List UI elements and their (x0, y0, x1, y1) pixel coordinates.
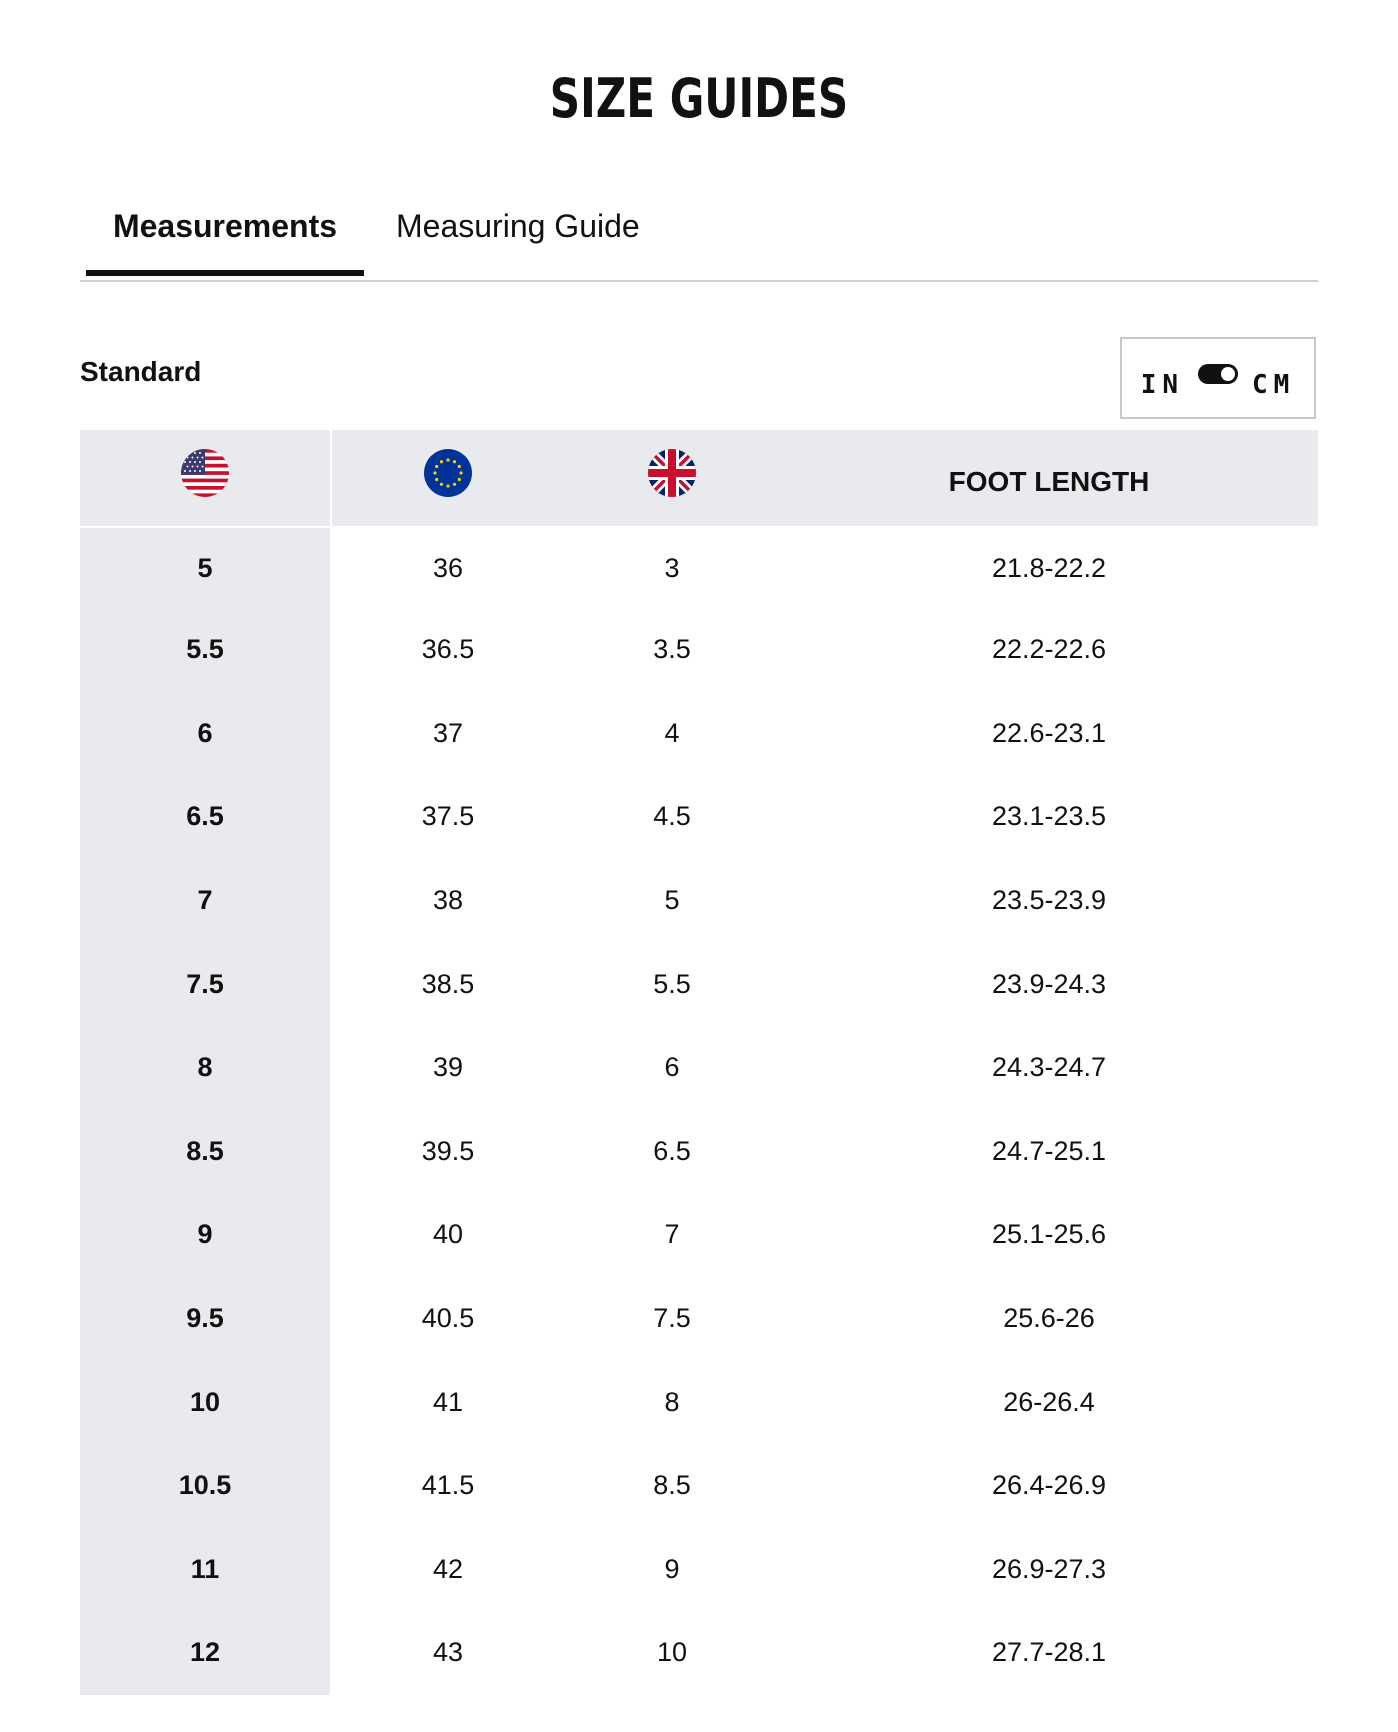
cell-uk: 3.5 (653, 634, 691, 665)
cell-us: 7.5 (80, 942, 332, 1026)
cell-us: 8 (80, 1026, 332, 1110)
cell-eu: 38 (432, 885, 464, 916)
cell-us: 7 (80, 859, 332, 943)
cell-eu: 36 (432, 552, 464, 583)
table-row (80, 528, 1318, 608)
cell-foot-length: 23.9-24.3 (991, 968, 1107, 999)
cell-foot-length: 26-26.4 (1003, 1386, 1095, 1417)
unit-label-in[interactable]: IN (1140, 370, 1184, 400)
cell-uk: 8 (664, 1386, 680, 1417)
section-label: Standard (80, 356, 202, 387)
switch-knob (1221, 367, 1235, 381)
cell-eu: 42 (432, 1553, 464, 1584)
cell-foot-length: 27.7-28.1 (991, 1637, 1107, 1668)
tab-bar (80, 196, 1318, 282)
cell-foot-length: 25.6-26 (1003, 1303, 1095, 1334)
table-row (80, 942, 1318, 1026)
cell-foot-length: 22.6-23.1 (991, 717, 1107, 748)
table-row (80, 859, 1318, 943)
cell-foot-length: 26.9-27.3 (991, 1553, 1107, 1584)
table-row (80, 1444, 1318, 1528)
cell-eu: 41 (432, 1386, 464, 1417)
unit-label-cm[interactable]: CM (1252, 370, 1296, 400)
cell-us: 11 (80, 1528, 332, 1612)
cell-uk: 6.5 (653, 1135, 691, 1166)
cell-eu: 39 (432, 1052, 464, 1083)
cell-us: 5.5 (80, 608, 332, 692)
header-uk (564, 430, 780, 526)
tab-measuring-guide[interactable]: Measuring Guide (396, 208, 640, 244)
cell-us: 12 (80, 1611, 332, 1695)
cell-eu: 37 (432, 717, 464, 748)
cell-foot-length: 23.1-23.5 (991, 801, 1107, 832)
cell-uk: 7.5 (653, 1303, 691, 1334)
table-row (80, 608, 1318, 692)
cell-eu: 40.5 (421, 1303, 475, 1334)
cell-foot-length: 24.3-24.7 (991, 1052, 1107, 1083)
cell-us: 9 (80, 1193, 332, 1277)
table-row (80, 775, 1318, 859)
table-row (80, 1026, 1318, 1110)
cell-us: 6.5 (80, 775, 332, 859)
cell-uk: 3 (664, 552, 680, 583)
eu-flag-icon (424, 449, 472, 497)
cell-eu: 41.5 (421, 1470, 475, 1501)
cell-uk: 7 (664, 1219, 680, 1250)
cell-uk: 5 (664, 885, 680, 916)
table-header (80, 430, 1318, 526)
uk-flag-icon (648, 449, 696, 497)
cell-uk: 10 (656, 1637, 688, 1668)
table-row (80, 1110, 1318, 1194)
tab-measurements[interactable]: Measurements (86, 196, 364, 276)
cell-uk: 9 (664, 1553, 680, 1584)
cell-us: 10.5 (80, 1444, 332, 1528)
cell-eu: 43 (432, 1637, 464, 1668)
table-row (80, 1277, 1318, 1361)
table-row (80, 1193, 1318, 1277)
cell-foot-length: 24.7-25.1 (991, 1135, 1107, 1166)
cell-uk: 8.5 (653, 1470, 691, 1501)
cell-us: 8.5 (80, 1110, 332, 1194)
table-row (80, 692, 1318, 776)
cell-us: 9.5 (80, 1277, 332, 1361)
header-foot-length (780, 430, 1318, 526)
table-row (80, 1528, 1318, 1612)
cell-foot-length: 25.1-25.6 (991, 1219, 1107, 1250)
unit-toggle[interactable] (1120, 337, 1316, 419)
cell-us: 6 (80, 692, 332, 776)
cell-eu: 40 (432, 1219, 464, 1250)
cell-foot-length: 21.8-22.2 (991, 552, 1107, 583)
table-row (80, 1360, 1318, 1444)
table-row (80, 1611, 1318, 1695)
table-body (80, 528, 1318, 1695)
cell-foot-length: 22.2-22.6 (991, 634, 1107, 665)
page-title: SIZE GUIDES (549, 67, 849, 130)
header-eu (332, 430, 564, 526)
header-us (80, 430, 332, 526)
cell-foot-length: 26.4-26.9 (991, 1470, 1107, 1501)
cell-eu: 37.5 (421, 801, 475, 832)
cell-uk: 4.5 (653, 801, 691, 832)
us-flag-icon (181, 449, 229, 497)
cell-foot-length: 23.5-23.9 (991, 885, 1107, 916)
cell-eu: 36.5 (421, 634, 475, 665)
cell-uk: 4 (664, 717, 680, 748)
cell-us: 5 (80, 528, 332, 608)
cell-uk: 5.5 (653, 968, 691, 999)
cell-eu: 39.5 (421, 1135, 475, 1166)
cell-us: 10 (80, 1360, 332, 1444)
cell-eu: 38.5 (421, 968, 475, 999)
unit-switch[interactable] (1198, 364, 1238, 384)
size-table (80, 430, 1318, 1695)
foot-length-label: FOOT LENGTH (948, 466, 1150, 497)
cell-uk: 6 (664, 1052, 680, 1083)
